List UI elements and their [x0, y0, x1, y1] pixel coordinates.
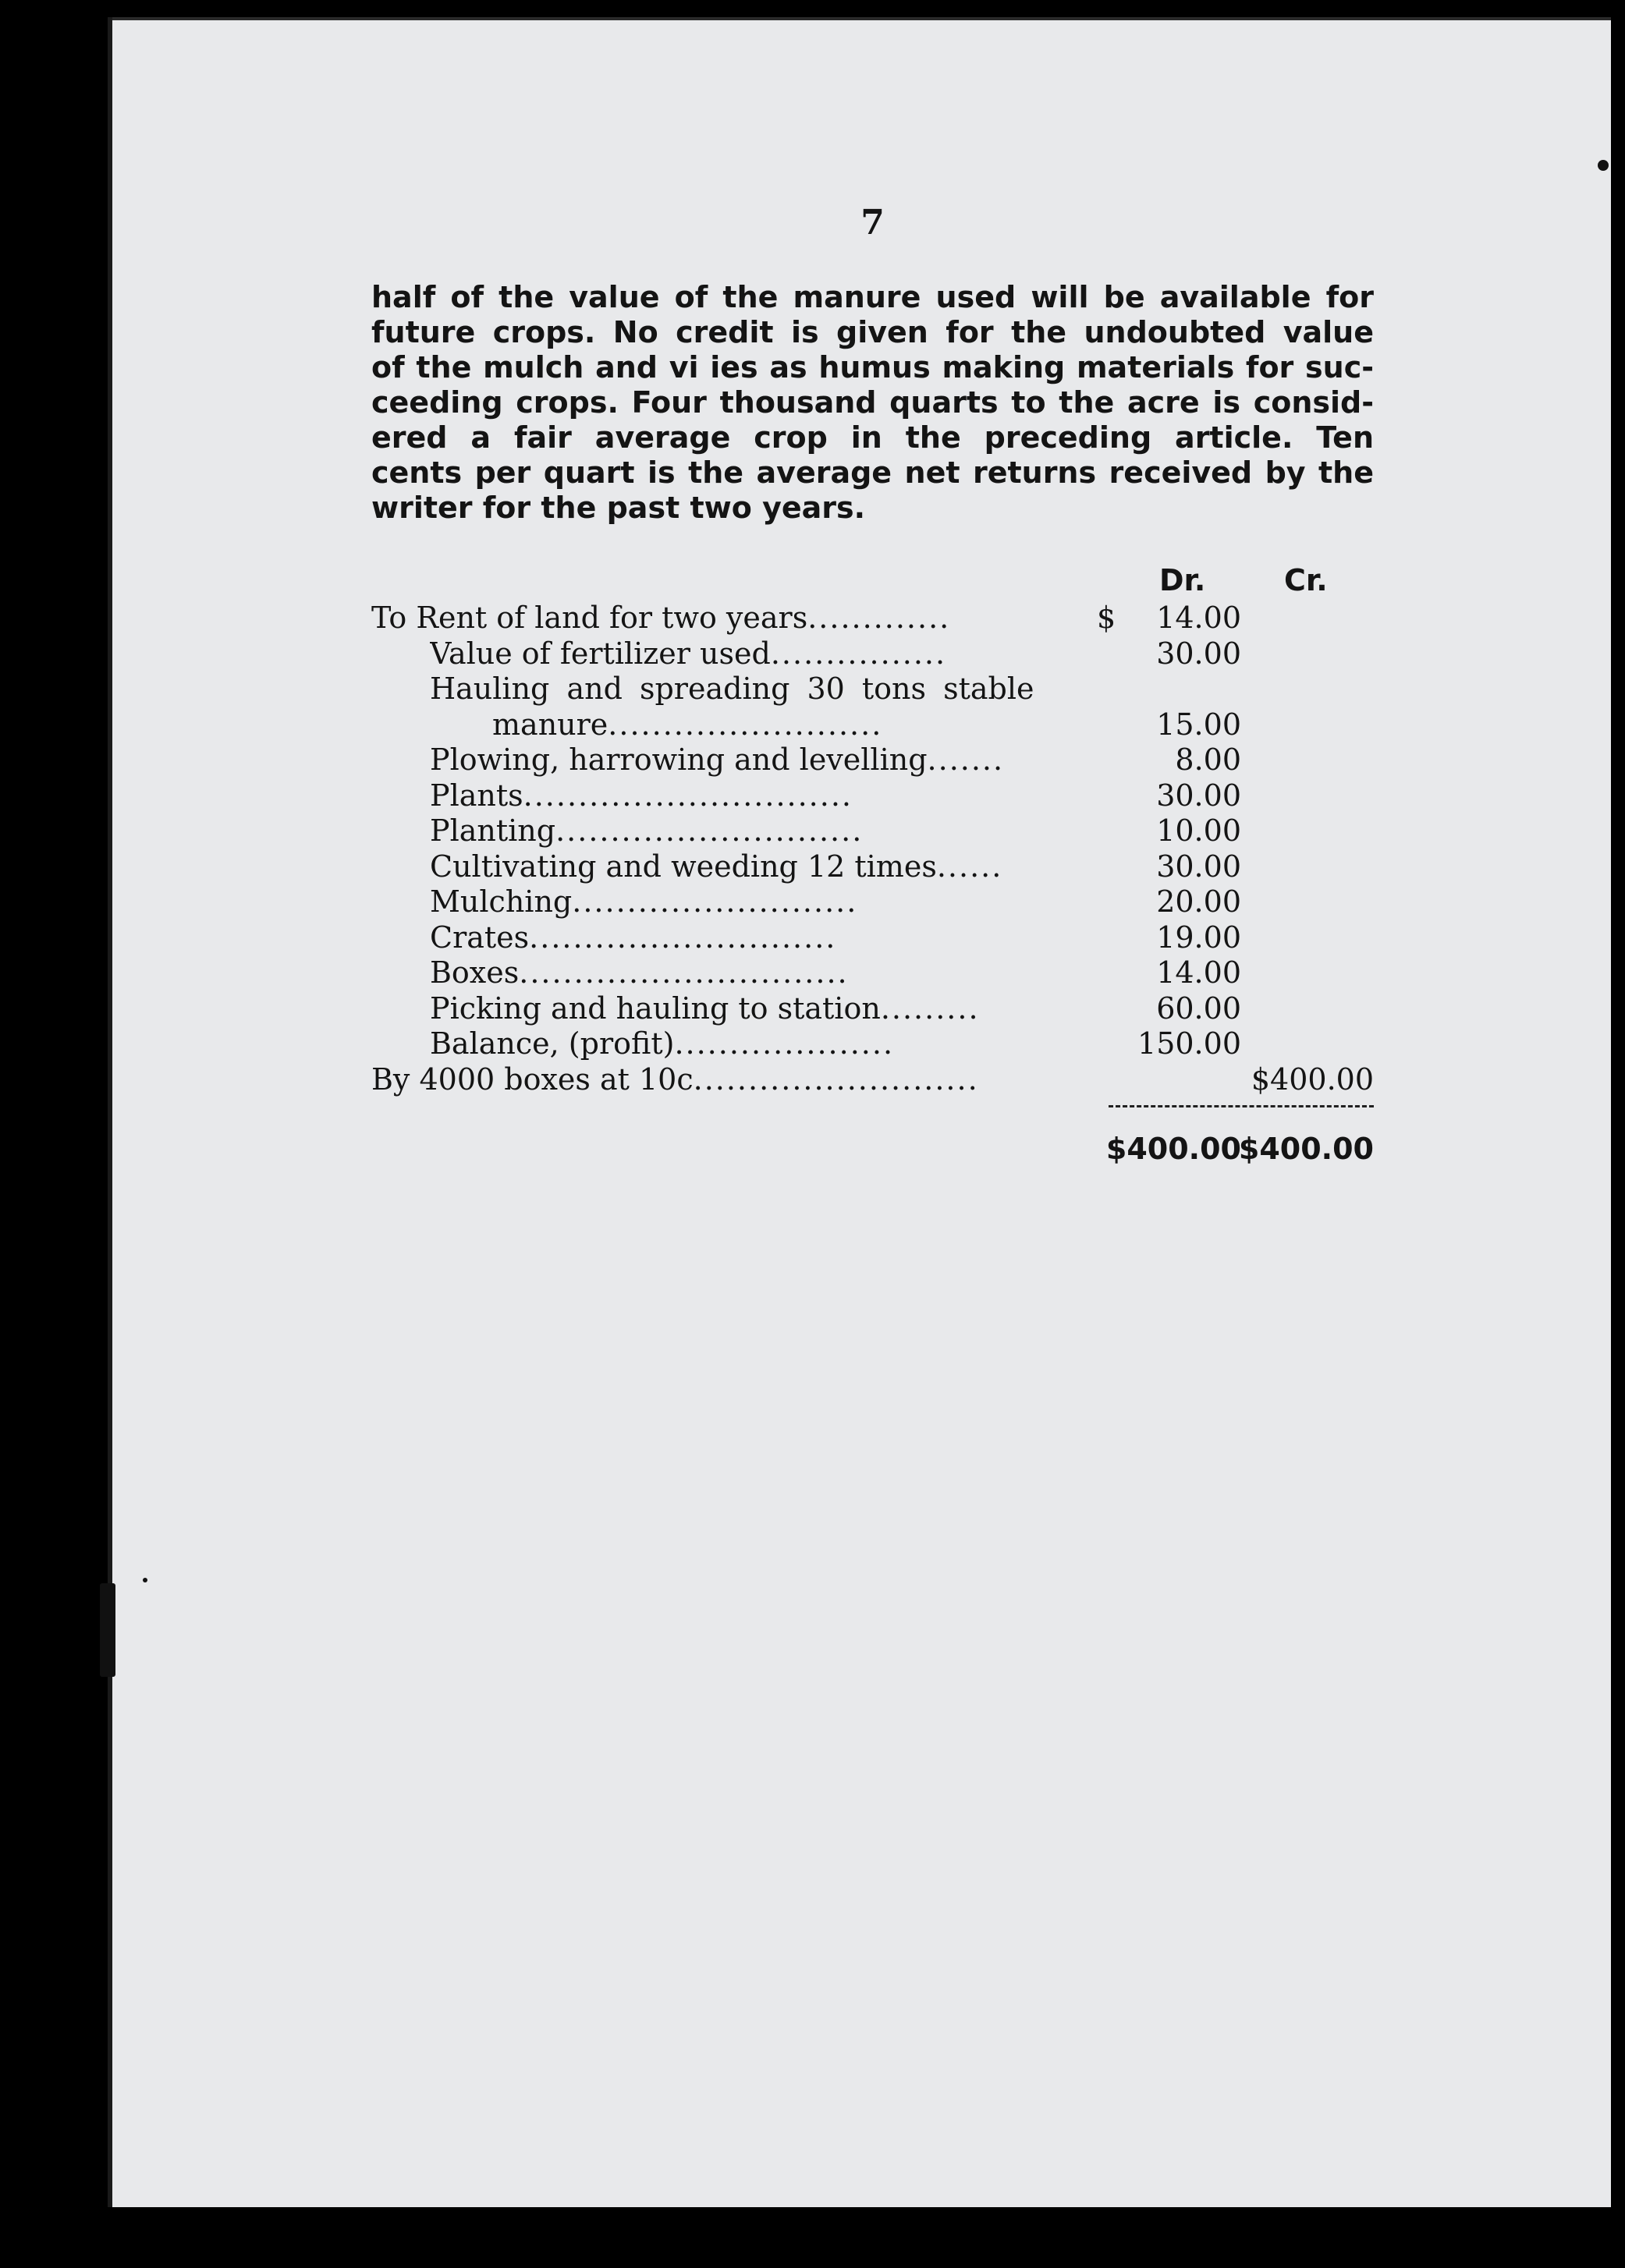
ledger-item-label: By 4000 boxes at 10c: [371, 1061, 694, 1097]
paragraph-line: ered a fair average crop in the preceding article. Ten: [371, 420, 1374, 455]
ledger-item-label: Plowing, harrowing and levelling: [430, 742, 928, 777]
leader-dots: ................: [770, 636, 947, 671]
leader-dots: ............................: [529, 920, 837, 955]
debit-amount: 14.00: [1156, 601, 1241, 635]
leader-dots: ......: [936, 849, 1003, 884]
debit-amount: 8.00: [1175, 742, 1241, 777]
debit-amount: 19.00: [1156, 920, 1241, 955]
debit-amount: 60.00: [1156, 990, 1241, 1026]
credit-column-header: Cr.: [1284, 563, 1328, 597]
ledger-item-label: Picking and hauling to station: [430, 990, 881, 1026]
leader-dots: ..........................: [693, 1061, 979, 1097]
ledger-row: [371, 672, 1374, 707]
leader-dots: ..............................: [519, 955, 849, 990]
debit-amount: 30.00: [1156, 636, 1241, 671]
ledger-item-label: Crates: [430, 920, 530, 955]
scan-speck: [143, 1578, 147, 1582]
leader-dots: .............: [807, 601, 951, 635]
ledger-row: [371, 991, 1374, 1027]
book-spine-edge: [108, 17, 112, 2207]
ledger-row: [371, 636, 1374, 672]
total-rule-row: [371, 1097, 1374, 1108]
debit-amount: 10.00: [1156, 813, 1241, 848]
ledger-row: [371, 707, 1374, 743]
ledger-header: [371, 563, 1374, 601]
ledger-row: [371, 813, 1374, 849]
leader-dots: .........: [880, 990, 980, 1026]
paragraph-line: cents per quart is the average net returns received by the: [371, 455, 1374, 490]
total-rule: [1109, 1105, 1374, 1107]
debit-column-header: Dr.: [1159, 563, 1206, 597]
debit-amount: 30.00: [1156, 849, 1241, 884]
paragraph-line: writer for the past two years.: [371, 491, 866, 525]
leader-dots: ............................: [555, 813, 864, 848]
credit-total: $400.00: [1238, 1132, 1374, 1166]
ledger-item-label: Plants: [430, 778, 523, 813]
ledger-row: [371, 601, 1374, 636]
leader-dots: ..............................: [523, 778, 853, 813]
ledger-item-label: Planting: [430, 813, 556, 848]
debit-amount: 30.00: [1156, 778, 1241, 813]
paragraph-line: of the mulch and vi ies as humus making materials for suc-: [371, 350, 1374, 384]
ledger-totals: [371, 1132, 1374, 1171]
ledger-row: [371, 1062, 1374, 1098]
credit-amount: $400.00: [1251, 1061, 1374, 1097]
ledger-item-label: To Rent of land for two years: [371, 601, 808, 635]
ledger-item-label: Cultivating and weeding 12 times: [430, 849, 937, 884]
leader-dots: .........................: [608, 707, 883, 742]
page-content: [371, 203, 1374, 1171]
leader-dots: .......: [927, 742, 1005, 777]
ledger-item-label: Mulching: [430, 884, 573, 919]
ledger-row: [371, 849, 1374, 885]
debit-amount: 20.00: [1156, 884, 1241, 919]
paragraph-line: half of the value of the manure used will be available for: [371, 280, 1374, 314]
dollar-sign: $: [1097, 601, 1116, 635]
ledger-item-label: Hauling and spreading 30 tons stable: [430, 672, 1034, 706]
ledger-item-label: manure: [492, 707, 608, 742]
ledger-row: [371, 884, 1374, 920]
ledger-row: [371, 920, 1374, 956]
ledger-item-label: Value of fertilizer used: [430, 636, 771, 671]
binding-mark: [100, 1583, 115, 1677]
account-ledger: [371, 563, 1374, 1171]
body-paragraph: [371, 280, 1374, 526]
page-number: 7: [860, 203, 885, 243]
paragraph-line: ceeding crops. Four thousand quarts to the acre is consid-: [371, 385, 1374, 420]
scan-speck: [1598, 160, 1609, 171]
leader-dots: ....................: [674, 1026, 895, 1061]
debit-amount: 15.00: [1156, 707, 1241, 742]
ledger-item-label: Boxes: [430, 955, 520, 990]
ledger-item-label: Balance, (profit): [430, 1026, 675, 1061]
debit-amount: 14.00: [1156, 955, 1241, 990]
ledger-row: [371, 1026, 1374, 1062]
ledger-row: [371, 742, 1374, 778]
paragraph-line: future crops. No credit is given for the undoubted value: [371, 315, 1374, 349]
ledger-row: [371, 778, 1374, 814]
debit-amount: 150.00: [1137, 1026, 1241, 1061]
ledger-row: [371, 955, 1374, 991]
debit-total: $400.00: [1105, 1132, 1241, 1166]
leader-dots: ..........................: [572, 884, 858, 919]
